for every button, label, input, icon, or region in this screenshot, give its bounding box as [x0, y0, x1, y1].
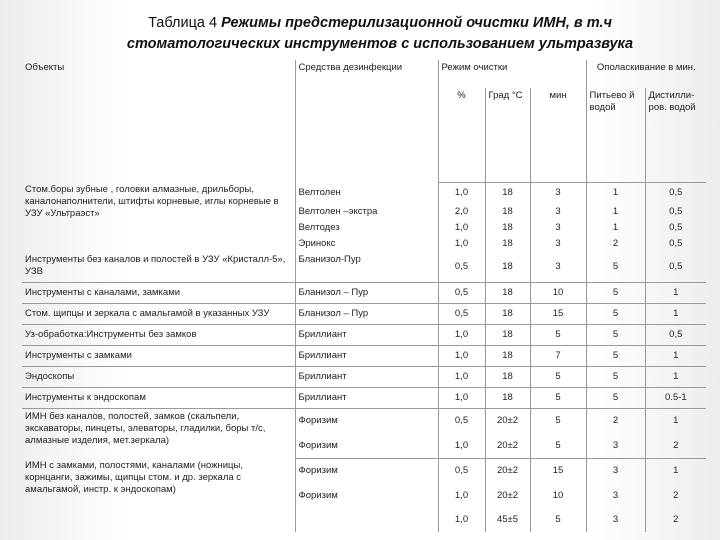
row-agent: Велтолен: [295, 182, 438, 204]
header-objects: Объекты: [25, 62, 65, 73]
header-percent: %: [438, 88, 485, 150]
row-percent: 1,0: [438, 366, 485, 387]
row-temp: 18: [485, 303, 530, 324]
row-distilled: 0,5: [645, 324, 706, 345]
row-agent: Бриллиант: [295, 387, 438, 408]
row-agent: Бриллиант: [295, 345, 438, 366]
header-min: мин: [530, 88, 586, 150]
row-distilled: 1: [645, 458, 706, 484]
table-row: [22, 408, 706, 434]
row-object: Стом.боры зубные , головки алмазные, дрильборы, каналонаполнители, штифты корневые, иглы корневые в УЗУ «Ультраэст»: [25, 184, 279, 219]
row-temp: 18: [485, 282, 530, 303]
row-min: 10: [530, 282, 586, 303]
row-temp: 20±2: [485, 434, 530, 458]
row-agent: Бриллиант: [295, 324, 438, 345]
row-distilled: 0,5: [645, 236, 706, 252]
table-row: [22, 387, 706, 408]
row-drinking: 5: [586, 303, 645, 324]
row-agent: Велтодез: [295, 220, 438, 236]
row-object: Стом. щипцы и зеркала с амальгамой в указанных УЗУ: [22, 303, 295, 324]
table-row: [22, 303, 706, 324]
row-temp: 45±5: [485, 508, 530, 532]
row-distilled: 0,5: [645, 252, 706, 282]
row-percent: 0,5: [438, 282, 485, 303]
table-number: Таблица 4: [148, 15, 222, 31]
header-distilled: Дистилли-ров. водой: [645, 88, 706, 150]
row-temp: 18: [485, 387, 530, 408]
row-min: 5: [530, 366, 586, 387]
page-title: [60, 13, 700, 55]
row-drinking: 5: [586, 252, 645, 282]
row-distilled: 1: [645, 366, 706, 387]
row-distilled: 2: [645, 508, 706, 532]
row-min: 5: [530, 508, 586, 532]
row-temp: 18: [485, 236, 530, 252]
table-row: [22, 182, 706, 204]
row-temp: 20±2: [485, 458, 530, 484]
row-object: Эндоскопы: [22, 366, 295, 387]
row-min: 10: [530, 484, 586, 508]
row-drinking: 1: [586, 182, 645, 204]
row-agent: Форизим: [295, 458, 438, 484]
header-rinse: Ополаскивание в мин.: [586, 60, 706, 88]
row-drinking: 5: [586, 345, 645, 366]
row-drinking: 5: [586, 282, 645, 303]
row-percent: 1,0: [438, 434, 485, 458]
row-drinking: 5: [586, 387, 645, 408]
row-min: 5: [530, 408, 586, 434]
row-min: 7: [530, 345, 586, 366]
table-row: [22, 458, 706, 484]
row-distilled: 2: [645, 484, 706, 508]
row-min: 5: [530, 434, 586, 458]
row-temp: 18: [485, 366, 530, 387]
row-min: 5: [530, 387, 586, 408]
cleaning-modes-table: [22, 60, 706, 532]
row-agent: Бриллиант: [295, 366, 438, 387]
title-line-1: [60, 13, 700, 34]
row-object: ИМН с замками, полостями, каналами (ножницы, корнцанги, зажимы, щипцы стом. и др. зеркала с амальгамой, инстр. к эндоскопам): [25, 460, 243, 495]
spacer: [645, 150, 706, 182]
title-text-1: Режимы предстерилизационной очистки ИМН, в т.ч: [221, 15, 612, 31]
table-row: [22, 324, 706, 345]
row-drinking: 1: [586, 220, 645, 236]
row-agent: Эринокс: [295, 236, 438, 252]
spacer: [586, 150, 645, 182]
row-distilled: 1: [645, 408, 706, 434]
row-drinking: 5: [586, 324, 645, 345]
row-drinking: 2: [586, 408, 645, 434]
table-row: [22, 366, 706, 387]
row-drinking: 3: [586, 458, 645, 484]
row-object: ИМН без каналов, полостей, замков (скальпели, экскаваторы, пинцеты, элеваторы, гладилки, боры т/с, алмазные изделия, мет.зеркала): [25, 410, 266, 446]
row-percent: 1,0: [438, 324, 485, 345]
row-percent: 0,5: [438, 458, 485, 484]
header-mode: Режим очистки: [438, 60, 586, 88]
header-agents: Средства дезинфекции: [295, 60, 438, 182]
row-distilled: 1: [645, 345, 706, 366]
row-drinking: 3: [586, 434, 645, 458]
title-line-2: стоматологических инструментов с использованием ультразвука: [126, 36, 634, 52]
row-min: 15: [530, 458, 586, 484]
row-temp: 20±2: [485, 408, 530, 434]
row-percent: 1,0: [438, 508, 485, 532]
row-min: 3: [530, 182, 586, 204]
spacer: [438, 150, 485, 182]
spacer: [530, 150, 586, 182]
row-object: Уз-обработка:Инструменты без замков: [22, 324, 295, 345]
row-temp: 18: [485, 182, 530, 204]
row-distilled: 0,5: [645, 204, 706, 220]
row-object: Инструменты с каналами, замками: [22, 282, 295, 303]
row-percent: 0,5: [438, 252, 485, 282]
row-drinking: 1: [586, 204, 645, 220]
row-drinking: 3: [586, 484, 645, 508]
row-object: Инструменты без каналов и полостей в УЗУ «Кристалл-5», УЗВ: [22, 252, 295, 282]
row-distilled: 1: [645, 282, 706, 303]
row-agent: Форизим: [295, 434, 438, 458]
row-percent: 2,0: [438, 204, 485, 220]
row-drinking: 3: [586, 508, 645, 532]
row-percent: 1,0: [438, 484, 485, 508]
row-agent: Форизим: [295, 408, 438, 434]
row-temp: 18: [485, 345, 530, 366]
row-temp: 18: [485, 252, 530, 282]
row-percent: 0,5: [438, 408, 485, 434]
row-agent: Бланизол – Пур: [295, 282, 438, 303]
row-percent: 1,0: [438, 387, 485, 408]
row-percent: 1,0: [438, 182, 485, 204]
row-temp: 18: [485, 324, 530, 345]
row-min: 5: [530, 324, 586, 345]
row-min: 3: [530, 236, 586, 252]
row-temp: 18: [485, 220, 530, 236]
row-percent: 1,0: [438, 220, 485, 236]
header-temp: Град °С: [485, 88, 530, 150]
row-distilled: 0,5: [645, 182, 706, 204]
row-distilled: 2: [645, 434, 706, 458]
row-min: 3: [530, 252, 586, 282]
row-min: 3: [530, 220, 586, 236]
row-percent: 1,0: [438, 345, 485, 366]
spacer: [485, 150, 530, 182]
row-agent: Бланизол – Пур: [295, 303, 438, 324]
row-agent: Бланизол-Пур: [295, 252, 438, 282]
row-distilled: 0.5-1: [645, 387, 706, 408]
row-distilled: 0,5: [645, 220, 706, 236]
row-distilled: 1: [645, 303, 706, 324]
row-temp: 18: [485, 204, 530, 220]
row-object: Инструменты с замками: [22, 345, 295, 366]
row-min: 15: [530, 303, 586, 324]
row-temp: 20±2: [485, 484, 530, 508]
row-agent: [295, 508, 438, 532]
row-agent: Форизим: [295, 484, 438, 508]
row-drinking: 2: [586, 236, 645, 252]
row-agent: Велтолен –экстра: [295, 204, 438, 220]
row-percent: 1,0: [438, 236, 485, 252]
row-drinking: 5: [586, 366, 645, 387]
header-drinking: Питьево й водой: [586, 88, 645, 150]
table-row: [22, 282, 706, 303]
row-min: 3: [530, 204, 586, 220]
row-object: Инструменты к эндоскопам: [22, 387, 295, 408]
row-percent: 0,5: [438, 303, 485, 324]
table-row: [22, 345, 706, 366]
table-row: [22, 252, 706, 282]
